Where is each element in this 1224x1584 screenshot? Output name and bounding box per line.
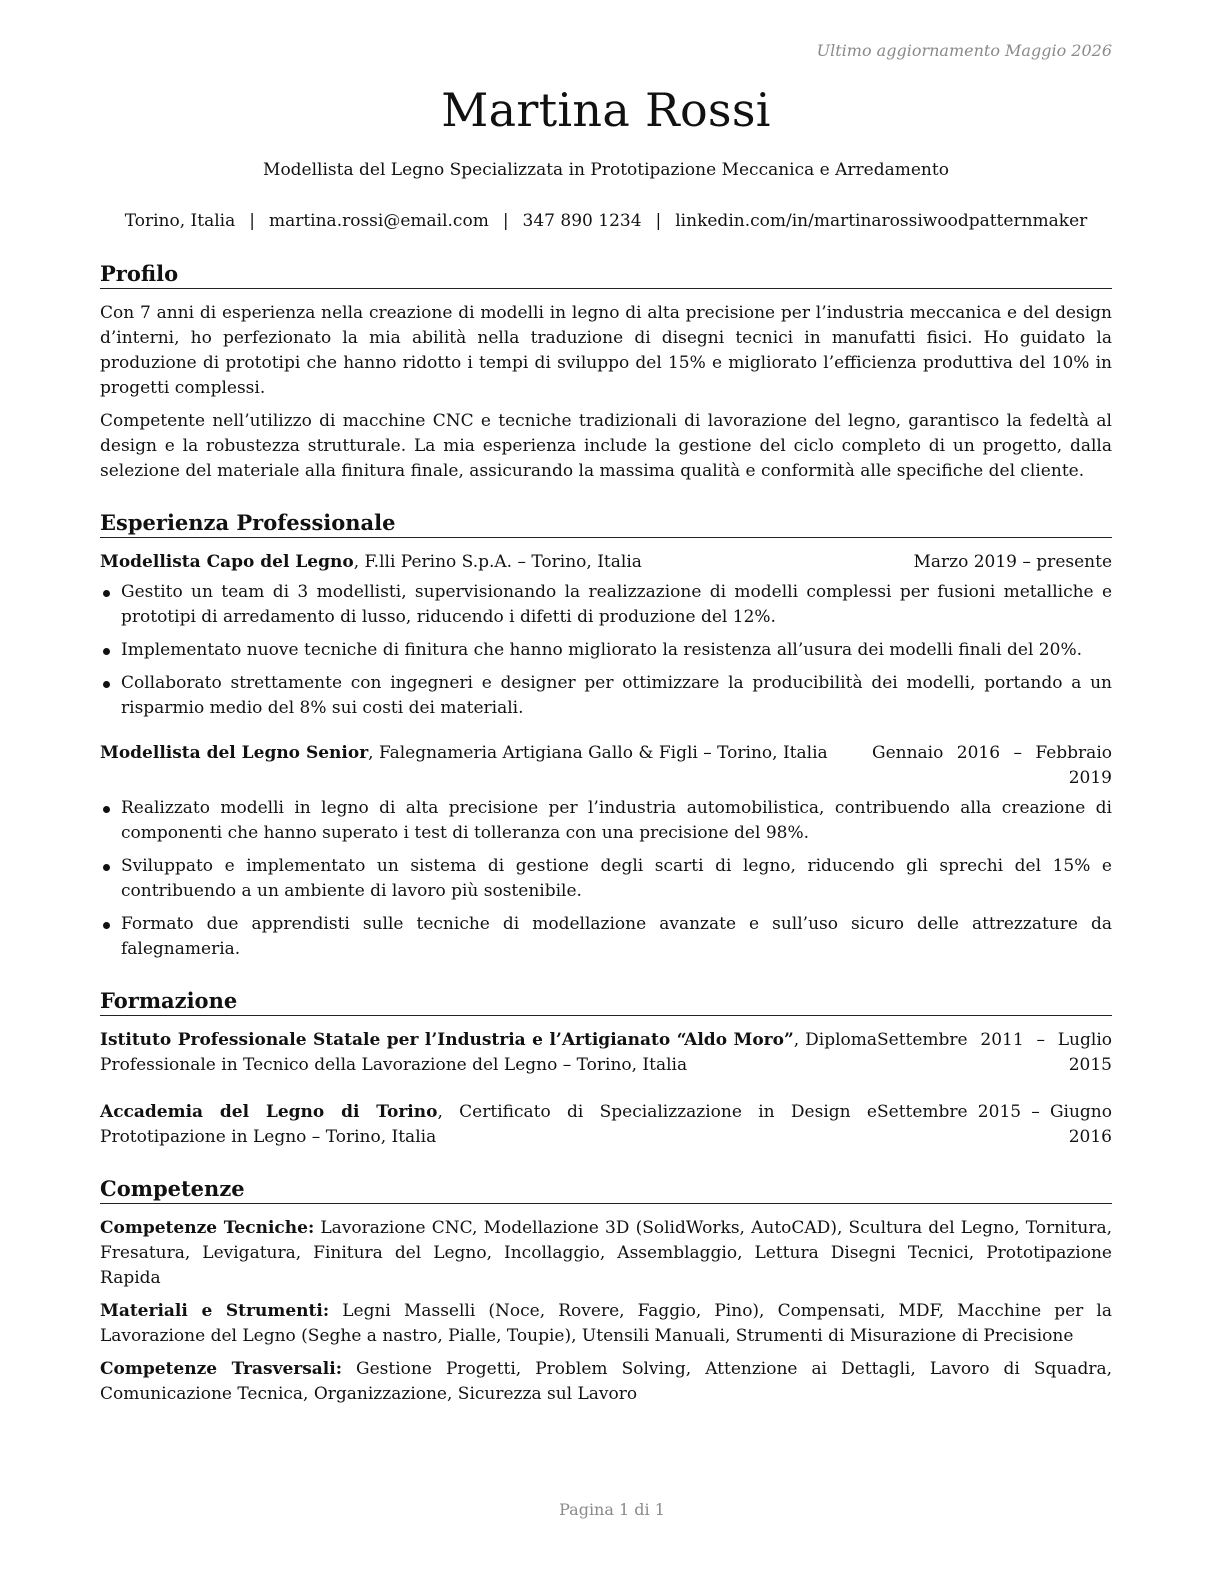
section-title-education: Formazione	[100, 988, 1112, 1016]
job-bullet: Realizzato modelli in legno di alta precisione per l’industria automobilistica, contribuendo alla creazione di componenti che hanno superato i test di tolleranza con una precisione del 98%.	[100, 796, 1112, 846]
education-entry	[100, 1100, 1112, 1150]
education-entry	[100, 1028, 1112, 1078]
section-title-skills: Competenze	[100, 1176, 1112, 1204]
candidate-headline: Modellista del Legno Specializzata in Prototipazione Meccanica e Arredamento	[263, 160, 949, 180]
job-bullet: Implementato nuove tecniche di finitura che hanno migliorato la resistenza all’usura dei modelli finali del 20%.	[100, 638, 1112, 663]
job-bullet: Sviluppato e implementato un sistema di gestione degli scarti di legno, riducendo gli sprechi del 15% e contribuendo a un ambiente di lavoro più sostenibile.	[100, 854, 1112, 904]
job-bullet: Gestito un team di 3 modellisti, supervisionando la realizzazione di modelli complessi per fusioni metalliche e prototipi di arredamento di lusso, riducendo i difetti di produzione del 12%.	[100, 580, 1112, 630]
job-header	[100, 741, 1112, 791]
last-updated: Ultimo aggiornamento Maggio 2026	[816, 41, 1112, 60]
contact-separator: |	[249, 211, 255, 231]
contact-line	[100, 209, 1112, 233]
section-title-experience: Esperienza Professionale	[100, 510, 1112, 538]
contact-email[interactable]: martina.rossi@email.com	[268, 211, 489, 231]
job-company: , F.lli Perino S.p.A. – Torino, Italia	[353, 552, 642, 572]
candidate-name: Martina Rossi	[441, 83, 771, 137]
job-role: Modellista del Legno Senior	[100, 743, 369, 763]
job-role: Modellista Capo del Legno	[100, 552, 354, 572]
education-detail: , Diploma Professionale in Tecnico della Lavorazione del Legno – Torino, Italia	[100, 1030, 877, 1075]
education-detail: , Certificato di Specializzazione in Design e Prototipazione in Legno – Torino, Italia	[100, 1102, 877, 1147]
contact-location: Torino, Italia	[124, 211, 236, 231]
job-company: , Falegnameria Artigiana Gallo & Figli – Torino, Italia	[368, 743, 828, 763]
section-title-profile: Profilo	[100, 261, 1112, 289]
job-header	[100, 550, 1112, 575]
job-bullets	[100, 796, 1112, 962]
education-dates: Settembre 2015 – Giugno 2016	[877, 1102, 1112, 1147]
job-entry	[100, 550, 1112, 721]
profile-paragraph: Competente nell’utilizzo di macchine CNC e tecniche tradizionali di lavorazione del legno, garantisco la fedeltà al design e la robustezza strutturale. La mia esperienza include la gestione del ciclo completo di un progetto, dalla selezione del materiale alla finitura finale, assicurando la massima qualità e conformità alle specifiche del cliente.	[100, 411, 1112, 481]
education-school: Accademia del Legno di Torino	[100, 1102, 438, 1122]
job-bullet: Formato due apprendisti sulle tecniche di modellazione avanzate e sull’uso sicuro delle attrezzature da falegnameria.	[100, 912, 1112, 962]
skill-group	[100, 1216, 1112, 1291]
skill-group-text: Lavorazione CNC, Modellazione 3D (SolidWorks, AutoCAD), Scultura del Legno, Tornitura, Fresatura, Levigatura, Finitura del Legno, Incollaggio, Assemblaggio, Lettura Disegni Tecnici, Prototipazione Rapida	[100, 1218, 1112, 1288]
skill-group	[100, 1357, 1112, 1407]
skill-group-text: Gestione Progetti, Problem Solving, Attenzione ai Dettagli, Lavoro di Squadra, Comunicazione Tecnica, Organizzazione, Sicurezza sul Lavoro	[100, 1359, 1112, 1404]
job-entry	[100, 741, 1112, 962]
skill-group-label: Competenze Trasversali:	[100, 1359, 342, 1379]
education-dates: Settembre 2011 – Luglio 2015	[877, 1030, 1112, 1075]
contact-separator: |	[655, 211, 662, 231]
contact-separator: |	[502, 211, 509, 231]
contact-linkedin[interactable]: linkedin.com/in/martinarossiwoodpatternmaker	[675, 211, 1088, 231]
contact-phone[interactable]: 347 890 1234	[522, 211, 642, 231]
skill-group	[100, 1299, 1112, 1349]
education-school: Istituto Professionale Statale per l’Industria e l’Artigianato “Aldo Moro”	[100, 1030, 794, 1050]
profile-paragraph: Con 7 anni di esperienza nella creazione di modelli in legno di alta precisione per l’industria meccanica e del design d’interni, ho perfezionato la mia abilità nella traduzione di disegni tecnici in manufatti fisici. Ho guidato la produzione di prototipi che hanno ridotto i tempi di sviluppo del 15% e migliorato l’efficienza produttiva del 10% in progetti complessi.	[100, 303, 1112, 398]
skill-group-text: Legni Masselli (Noce, Rovere, Faggio, Pino), Compensati, MDF, Macchine per la Lavorazione del Legno (Seghe a nastro, Pialle, Toupie), Utensili Manuali, Strumenti di Misurazione di Precisione	[100, 1301, 1112, 1346]
job-dates: Gennaio 2016 – Febbraio 2019	[872, 743, 1112, 788]
resume-page	[100, 40, 1112, 1415]
skill-group-label: Competenze Tecniche:	[100, 1218, 315, 1238]
skill-group-label: Materiali e Strumenti:	[100, 1301, 330, 1321]
job-bullet: Collaborato strettamente con ingegneri e designer per ottimizzare la producibilità dei modelli, portando a un risparmio medio del 8% sui costi dei materiali.	[100, 671, 1112, 721]
job-dates: Marzo 2019 – presente	[913, 552, 1112, 572]
page-number: Pagina 1 di 1	[559, 1500, 665, 1519]
job-bullets	[100, 580, 1112, 721]
